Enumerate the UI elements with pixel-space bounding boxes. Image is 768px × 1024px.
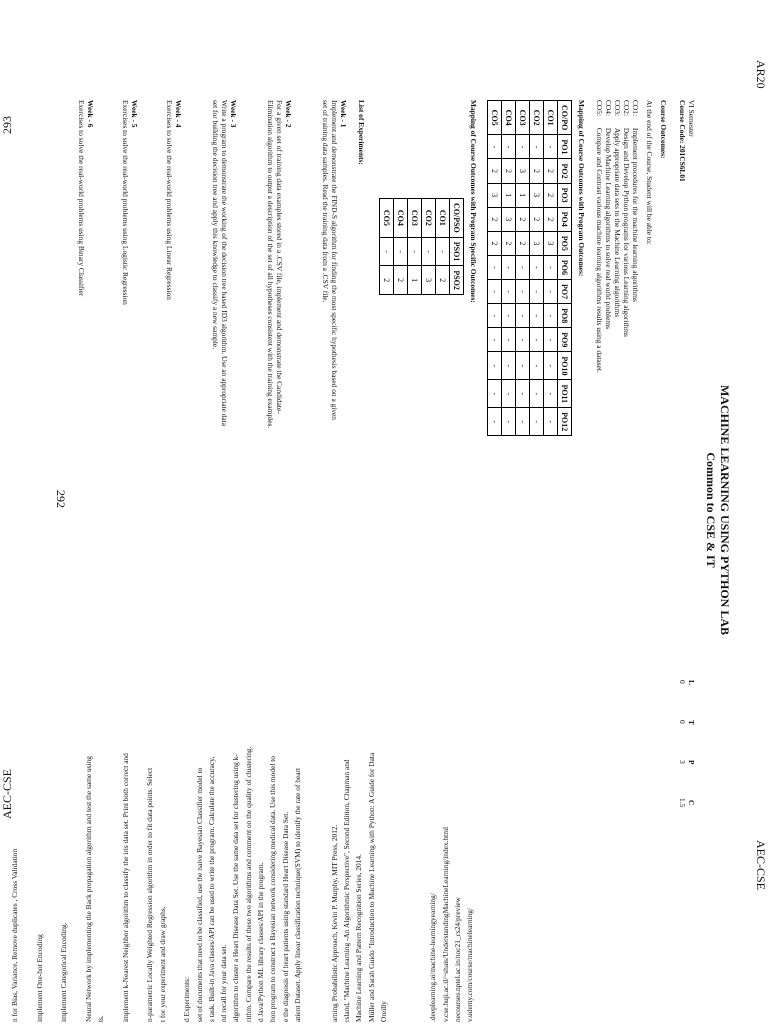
ltpc-label-l: L <box>687 680 696 685</box>
po-cell: - <box>544 352 558 380</box>
po-cell: 2 <box>488 159 502 183</box>
po-cell: 2 <box>544 183 558 207</box>
po-header-cell: PO8 <box>558 304 572 328</box>
pso-cell: CO1 <box>436 199 450 238</box>
co-text: Apply appropriate data sets to the Machine Learning algorithms <box>613 127 622 318</box>
course-outcome-5 <box>595 100 604 373</box>
page-number: 292 <box>54 490 68 508</box>
pso-cell: 2 <box>394 266 408 295</box>
po-cell: 1 <box>502 183 516 207</box>
po-cell: - <box>488 304 502 328</box>
ltpc-value-t: 0 <box>678 720 687 724</box>
left-page-line: implement One-hot Encoding <box>34 934 44 1022</box>
po-cell: - <box>544 255 558 279</box>
po-cell: 2 <box>502 159 516 183</box>
po-cell: - <box>502 328 516 352</box>
po-cell: - <box>488 380 502 408</box>
left-page-line: s task. Built-in Java classes/API can be used to write the program. Calculate the accuracy, <box>206 756 216 1022</box>
po-cell: - <box>502 255 516 279</box>
pso-cell: CO4 <box>394 199 408 238</box>
left-page-line: Neural Network by implementing the Back propagation algorithm and test the same using <box>83 756 93 1022</box>
left-page-line: d Experiments: <box>182 977 192 1022</box>
ltpc-value-l: 0 <box>678 680 687 684</box>
po-cell: - <box>488 255 502 279</box>
po-cell: - <box>502 280 516 304</box>
left-page-line: Müller and Sarah Guido "Introduction to Machine Learning with Python: A Guide for Data <box>366 752 376 1022</box>
left-page-line: ts. <box>96 1015 106 1022</box>
pso-cell: - <box>422 237 436 266</box>
po-cell: - <box>516 304 530 328</box>
po-header-cell: PO5 <box>558 231 572 255</box>
left-page-line: atient Dataset. Apply linear classification technique(SVM) to identify the rate of heart <box>292 767 302 1022</box>
po-cell: - <box>530 380 544 408</box>
left-page-line: hon program to construct a Bayesian network considering medical data. Use this model to <box>268 756 278 1022</box>
pso-header-cell: CO/PSO <box>450 199 464 238</box>
left-page-line: arning Probabilistic Approach, Kevin P. Murphy, MIT Press, 2012. <box>329 824 339 1022</box>
left-page-line: implement Categorical Encoding. <box>59 922 69 1022</box>
course-outcome-1 <box>631 100 640 302</box>
po-table-row <box>544 101 558 436</box>
po-cell: - <box>516 280 530 304</box>
po-header-cell: PO2 <box>558 159 572 183</box>
left-page-line: algorithm to cluster a Heart Disease Data Set. Use the same data set for clustering using k- <box>231 754 241 1022</box>
pso-header-cell: PSO2 <box>450 266 464 295</box>
left-page-line: .deeplearning.ai/machine-learningyearning/ <box>428 893 438 1022</box>
po-cell: CO5 <box>488 101 502 135</box>
left-header-right: AEC-CSE <box>0 768 14 819</box>
po-cell: 3 <box>530 183 544 207</box>
po-cell: 3 <box>530 231 544 255</box>
left-page-line: nd recall for your data set. <box>219 944 229 1022</box>
left-page <box>0 64 520 1024</box>
pso-cell: - <box>408 237 422 266</box>
pso-cell: CO5 <box>380 199 394 238</box>
left-page-line: necourses.nptel.ac.in/noc21_cs24/preview <box>452 897 462 1022</box>
po-cell: 2 <box>530 159 544 183</box>
po-cell: - <box>544 135 558 159</box>
week-description: Exercises to solve the real-world problems using Linear Regression <box>165 100 174 300</box>
po-cell: - <box>544 328 558 352</box>
po-cell: - <box>530 352 544 380</box>
po-cell: - <box>502 304 516 328</box>
left-page-line: t for your experiment and draw graphs. <box>157 906 167 1022</box>
po-cell: - <box>530 304 544 328</box>
left-page-line: v.cse.huji.ac.il/~shais/UnderstandingMachineLearning/index.html <box>440 826 450 1022</box>
week-description: Exercises to solve the real-world problems using Logistic Regression <box>121 100 130 305</box>
pso-cell: 1 <box>408 266 422 295</box>
co-text: Implement procedures for the machine learning algorithms <box>631 127 640 302</box>
po-cell: - <box>530 408 544 436</box>
week-description: set of training data samples. Read the training data from a .CSV file. <box>321 100 330 303</box>
pso-cell: - <box>436 237 450 266</box>
po-cell: 2 <box>502 231 516 255</box>
week-title: Week - 5 <box>130 100 139 128</box>
po-cell: - <box>516 408 530 436</box>
po-cell: - <box>488 352 502 380</box>
left-page-line: n for Bias, Variance, Remove duplicates , Cross Validation <box>10 848 19 1022</box>
ltpc-value-p: 3 <box>678 760 687 764</box>
po-cell: - <box>516 135 530 159</box>
po-header-cell: CO/PO <box>558 101 572 135</box>
pso-cell: CO2 <box>422 199 436 238</box>
week-description: Write a program to demonstrate the working of the decision tree based ID3 algorithm. Use an appropriate data <box>220 100 229 427</box>
po-cell: - <box>502 408 516 436</box>
course-code: Course Code: 201CS6L01 <box>678 100 687 182</box>
po-cell: 3 <box>502 207 516 231</box>
pso-cell: 3 <box>422 266 436 295</box>
po-cell: - <box>502 380 516 408</box>
co-code: CO2: <box>622 100 631 117</box>
po-cell: 2 <box>530 207 544 231</box>
po-cell: - <box>530 280 544 304</box>
co-code: CO1: <box>631 100 640 117</box>
header-left: AR20 <box>754 60 768 89</box>
course-subtitle: Common to CSE & IT <box>704 452 718 568</box>
co-code: CO3: <box>613 100 622 117</box>
po-table-row <box>530 101 544 436</box>
po-header-cell: PO6 <box>558 255 572 279</box>
co-text: Compare and Contrast various machine learning algorithms results using a dataset. <box>595 127 604 373</box>
experiments-heading: List of Experiments: <box>357 100 366 165</box>
week-title: Week - 6 <box>86 100 95 128</box>
left-page-line: rsland, "Machine Learning -An Algorithmic Perspective", Second Edition, Chapman and <box>342 759 352 1022</box>
po-cell: 3 <box>516 159 530 183</box>
ltpc-label-p: P <box>687 760 696 765</box>
pso-cell: - <box>394 237 408 266</box>
co-code: CO5: <box>595 100 604 117</box>
po-cell: 3 <box>544 231 558 255</box>
left-page-line: set of documents that need to be classified, use the naive Bayesian Classifier model to <box>194 767 204 1022</box>
course-title: MACHINE LEARNING USING PYTHON LAB <box>718 384 732 636</box>
po-cell: CO1 <box>544 101 558 135</box>
po-cell: - <box>502 135 516 159</box>
week-description: For a given set of training data examples stored in a .CSV file, implement and demonstrate the Candidate- <box>275 100 284 414</box>
po-cell: - <box>516 380 530 408</box>
left-page-line: Machine Learning and Pattern Recognition Series, 2014. <box>354 854 364 1022</box>
po-header-cell: PO7 <box>558 280 572 304</box>
po-cell: 2 <box>516 231 530 255</box>
po-header-cell: PO12 <box>558 408 572 436</box>
pso-cell: 2 <box>436 266 450 295</box>
po-cell: - <box>530 328 544 352</box>
po-cell: - <box>544 280 558 304</box>
week-title: Week - 1 <box>339 100 348 128</box>
po-cell: - <box>488 135 502 159</box>
po-cell: - <box>516 328 530 352</box>
po-cell: CO4 <box>502 101 516 135</box>
semester: VI Semester <box>687 100 696 137</box>
po-cell: 1 <box>516 183 530 207</box>
po-cell: 2 <box>488 231 502 255</box>
pso-cell: - <box>380 237 394 266</box>
po-header-cell: PO11 <box>558 380 572 408</box>
ltpc-value-c: 1.5 <box>678 798 687 808</box>
ltpc-label-t: T <box>687 720 696 725</box>
po-cell: - <box>516 352 530 380</box>
po-cell: 2 <box>544 159 558 183</box>
left-page-line: rithm. Compare the results of these two algorithms and comment on the quality of clustering. <box>243 746 253 1022</box>
po-cell: - <box>544 304 558 328</box>
left-page-number: 293 <box>0 116 14 134</box>
course-outcome-4 <box>604 100 613 329</box>
po-cell: - <box>502 352 516 380</box>
po-cell: 2 <box>544 207 558 231</box>
po-header-cell: PO9 <box>558 328 572 352</box>
po-cell: - <box>530 135 544 159</box>
po-header-cell: PO1 <box>558 135 572 159</box>
pso-cell: CO3 <box>408 199 422 238</box>
po-header-cell: PO3 <box>558 183 572 207</box>
po-cell: - <box>530 255 544 279</box>
week-description: Exercises to solve the real-world problems using Binary Classifier <box>77 100 86 297</box>
pso-mapping-heading: Mapping of Course Outcomes with Program Specific Outcomes: <box>469 100 478 303</box>
week-description: set for building the decision tree and apply this knowledge to classify a new sample. <box>211 100 220 349</box>
week-title: Week - 3 <box>229 100 238 128</box>
week-description: Implement and demonstrate the FIND-S algorithm for finding the most specific hypothesis based on a given <box>330 100 339 420</box>
course-outcomes-heading: Course Outcomes: <box>659 100 668 159</box>
po-cell: 2 <box>488 207 502 231</box>
header-right: AEC-CSE <box>754 840 768 891</box>
po-header-cell: PO4 <box>558 207 572 231</box>
po-cell: CO2 <box>530 101 544 135</box>
po-cell: - <box>544 408 558 436</box>
ltpc-label-c: C <box>687 800 696 806</box>
po-cell: CO3 <box>516 101 530 135</box>
week-title: Week - 2 <box>284 100 293 128</box>
po-cell: 2 <box>516 207 530 231</box>
week-title: Week - 4 <box>174 100 183 128</box>
left-page-line: Oreilly <box>379 1001 388 1022</box>
po-cell: - <box>488 280 502 304</box>
course-outcome-3 <box>613 100 622 317</box>
course-outcome-2 <box>622 100 631 337</box>
po-cell: - <box>488 408 502 436</box>
po-cell: - <box>488 328 502 352</box>
pso-header-cell: PSO1 <box>450 237 464 266</box>
co-code: CO4: <box>604 100 613 117</box>
left-page-line: e the diagnosis of heart patients using standard Heart Disease Data Set. <box>280 811 290 1022</box>
left-page-line: d Java/Python ML library classes/API in the program. <box>256 862 265 1022</box>
left-page-line: n-parametric Locally Weighted Regression algorithm in order to fit data points. Select <box>145 767 155 1022</box>
co-text: Design and Develop Python programs for various Learning algorithms <box>622 127 631 337</box>
po-cell: - <box>516 255 530 279</box>
po-mapping-heading: Mapping of Course Outcomes with Program Outcomes: <box>577 100 586 277</box>
po-cell: 3 <box>488 183 502 207</box>
po-cell: - <box>544 380 558 408</box>
pso-cell: 2 <box>380 266 394 295</box>
left-page-line: v.udemy.com/course/machinelearning/ <box>465 908 475 1022</box>
left-page-line: implement k-Nearest Neighbor algorithm to classify the iris data set. Print both correct and <box>120 753 130 1022</box>
week-description: Elimination algorithm to output a description of the set of all hypotheses consistent with the training examples. <box>266 100 275 429</box>
course-outcomes-intro: At the end of the Course, Student will be able to: <box>645 100 654 245</box>
co-text: Develop Machine Learning algorithms to solve real world problems <box>604 127 613 330</box>
po-header-cell: PO10 <box>558 352 572 380</box>
